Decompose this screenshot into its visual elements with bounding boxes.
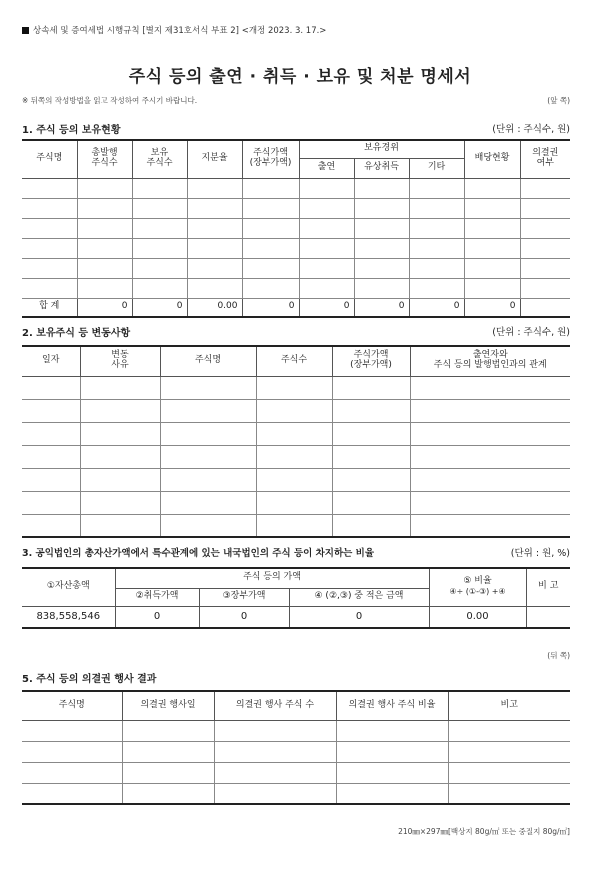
col-stock-value: 주식 등의 가액 [115,568,429,588]
table-row [22,238,570,258]
total-face-value: 0 [242,298,299,317]
table-row [22,720,570,741]
remarks-value [526,606,570,628]
table-row [22,422,570,445]
total-issued-value: 0 [77,298,132,317]
total-donation-value: 0 [299,298,354,317]
ratio-value: 0.00 [429,606,526,628]
col-ratio [429,568,526,606]
section1-title: 1. 주식 등의 보유현황 [22,125,121,136]
ratio-formula: ④÷ (①-③) +④ [449,587,506,597]
col-donation: 출연 [299,158,354,178]
form-reference [22,24,326,36]
col-face-value: 주식가액 (장부가액) [242,140,299,178]
page-side-front: (앞 쪽) [547,96,570,105]
table-row [22,741,570,762]
table-row [22,445,570,468]
book-value: 0 [199,606,289,628]
col-shares: 주식수 [256,346,332,376]
holdings-table [22,139,570,318]
col-shares: 의결권 행사 주식 수 [214,691,336,720]
col-date: 의결권 행사일 [122,691,214,720]
col-remarks: 비 고 [526,568,570,606]
col-smaller: ④ (②,③) 중 적은 금액 [289,588,429,606]
col-date: 일자 [22,346,80,376]
page-title: 주식 등의 출연 · 취득 · 보유 및 처분 명세서 [128,67,472,87]
total-dividend-value: 0 [464,298,520,317]
col-other: 기타 [409,158,464,178]
changes-table [22,345,570,538]
table-row [22,606,570,628]
col-relation: 출연자와 주식 등의 발행법인과의 관계 [410,346,570,376]
section2-unit: (단위 : 주식수, 원) [492,327,570,338]
col-ratio: 의결권 행사 주식 비율 [336,691,448,720]
voting-table [22,690,570,805]
table-row [22,762,570,783]
section1-unit: (단위 : 주식수, 원) [492,124,570,135]
table-row [22,376,570,399]
table-row [22,218,570,238]
square-bullet-icon [22,27,29,34]
col-stock-name: 주식명 [22,140,77,178]
col-stock-name: 주식명 [22,691,122,720]
section3-unit: (단위 : 원, %) [510,548,570,559]
ratio-label: ⑤ 비율 [463,576,492,587]
col-total-assets: ①자산총액 [22,568,115,606]
table-row [22,783,570,804]
section5-title: 5. 주식 등의 의결권 행사 결과 [22,674,157,685]
ratio-table [22,567,570,629]
total-label: 합 계 [22,298,77,317]
col-held: 보유 주식수 [132,140,187,178]
table-row [22,468,570,491]
col-voting: 의결권 여부 [520,140,570,178]
col-stock-name: 주식명 [160,346,256,376]
instruction-note: ※ 뒤쪽의 작성방법을 읽고 작성하여 주시기 바랍니다. [22,96,198,105]
col-acquire-path: 보유경위 [299,140,464,158]
total-row [22,298,570,317]
table-row [22,258,570,278]
section3-title: 3. 공익법인의 총자산가액에서 특수관계에 있는 내국법인의 주식 등이 차지하는 비율 [22,548,375,559]
col-acquisition: ②취득가액 [115,588,199,606]
col-share-ratio: 지분율 [187,140,242,178]
col-reason: 변동 사유 [80,346,160,376]
table-row [22,278,570,298]
section2-title: 2. 보유주식 등 변동사항 [22,328,131,339]
col-remarks: 비고 [448,691,570,720]
total-other-value: 0 [409,298,464,317]
col-dividend: 배당현황 [464,140,520,178]
total-held-value: 0 [132,298,187,317]
col-paid: 유상취득 [354,158,409,178]
col-book: ③장부가액 [199,588,289,606]
table-row [22,198,570,218]
total-assets-value: 838,558,546 [22,606,115,628]
table-row [22,491,570,514]
paper-spec-footer: 210㎜×297㎜[백상지 80g/㎡ 또는 중질지 80g/㎡] [398,827,570,836]
total-share-ratio-value: 0.00 [187,298,242,317]
col-total-issued: 총발행 주식수 [77,140,132,178]
table-row [22,514,570,537]
table-row [22,178,570,198]
col-face-value: 주식가액 (장부가액) [332,346,410,376]
smaller-value: 0 [289,606,429,628]
form-reference-text: 상속세 및 증여세법 시행규칙 [별지 제31호서식 부표 2] <개정 2023. 3. 17.> [33,26,327,36]
table-row [22,399,570,422]
total-paid-value: 0 [354,298,409,317]
page-side-back: (뒤 쪽) [547,651,570,660]
acquisition-value: 0 [115,606,199,628]
